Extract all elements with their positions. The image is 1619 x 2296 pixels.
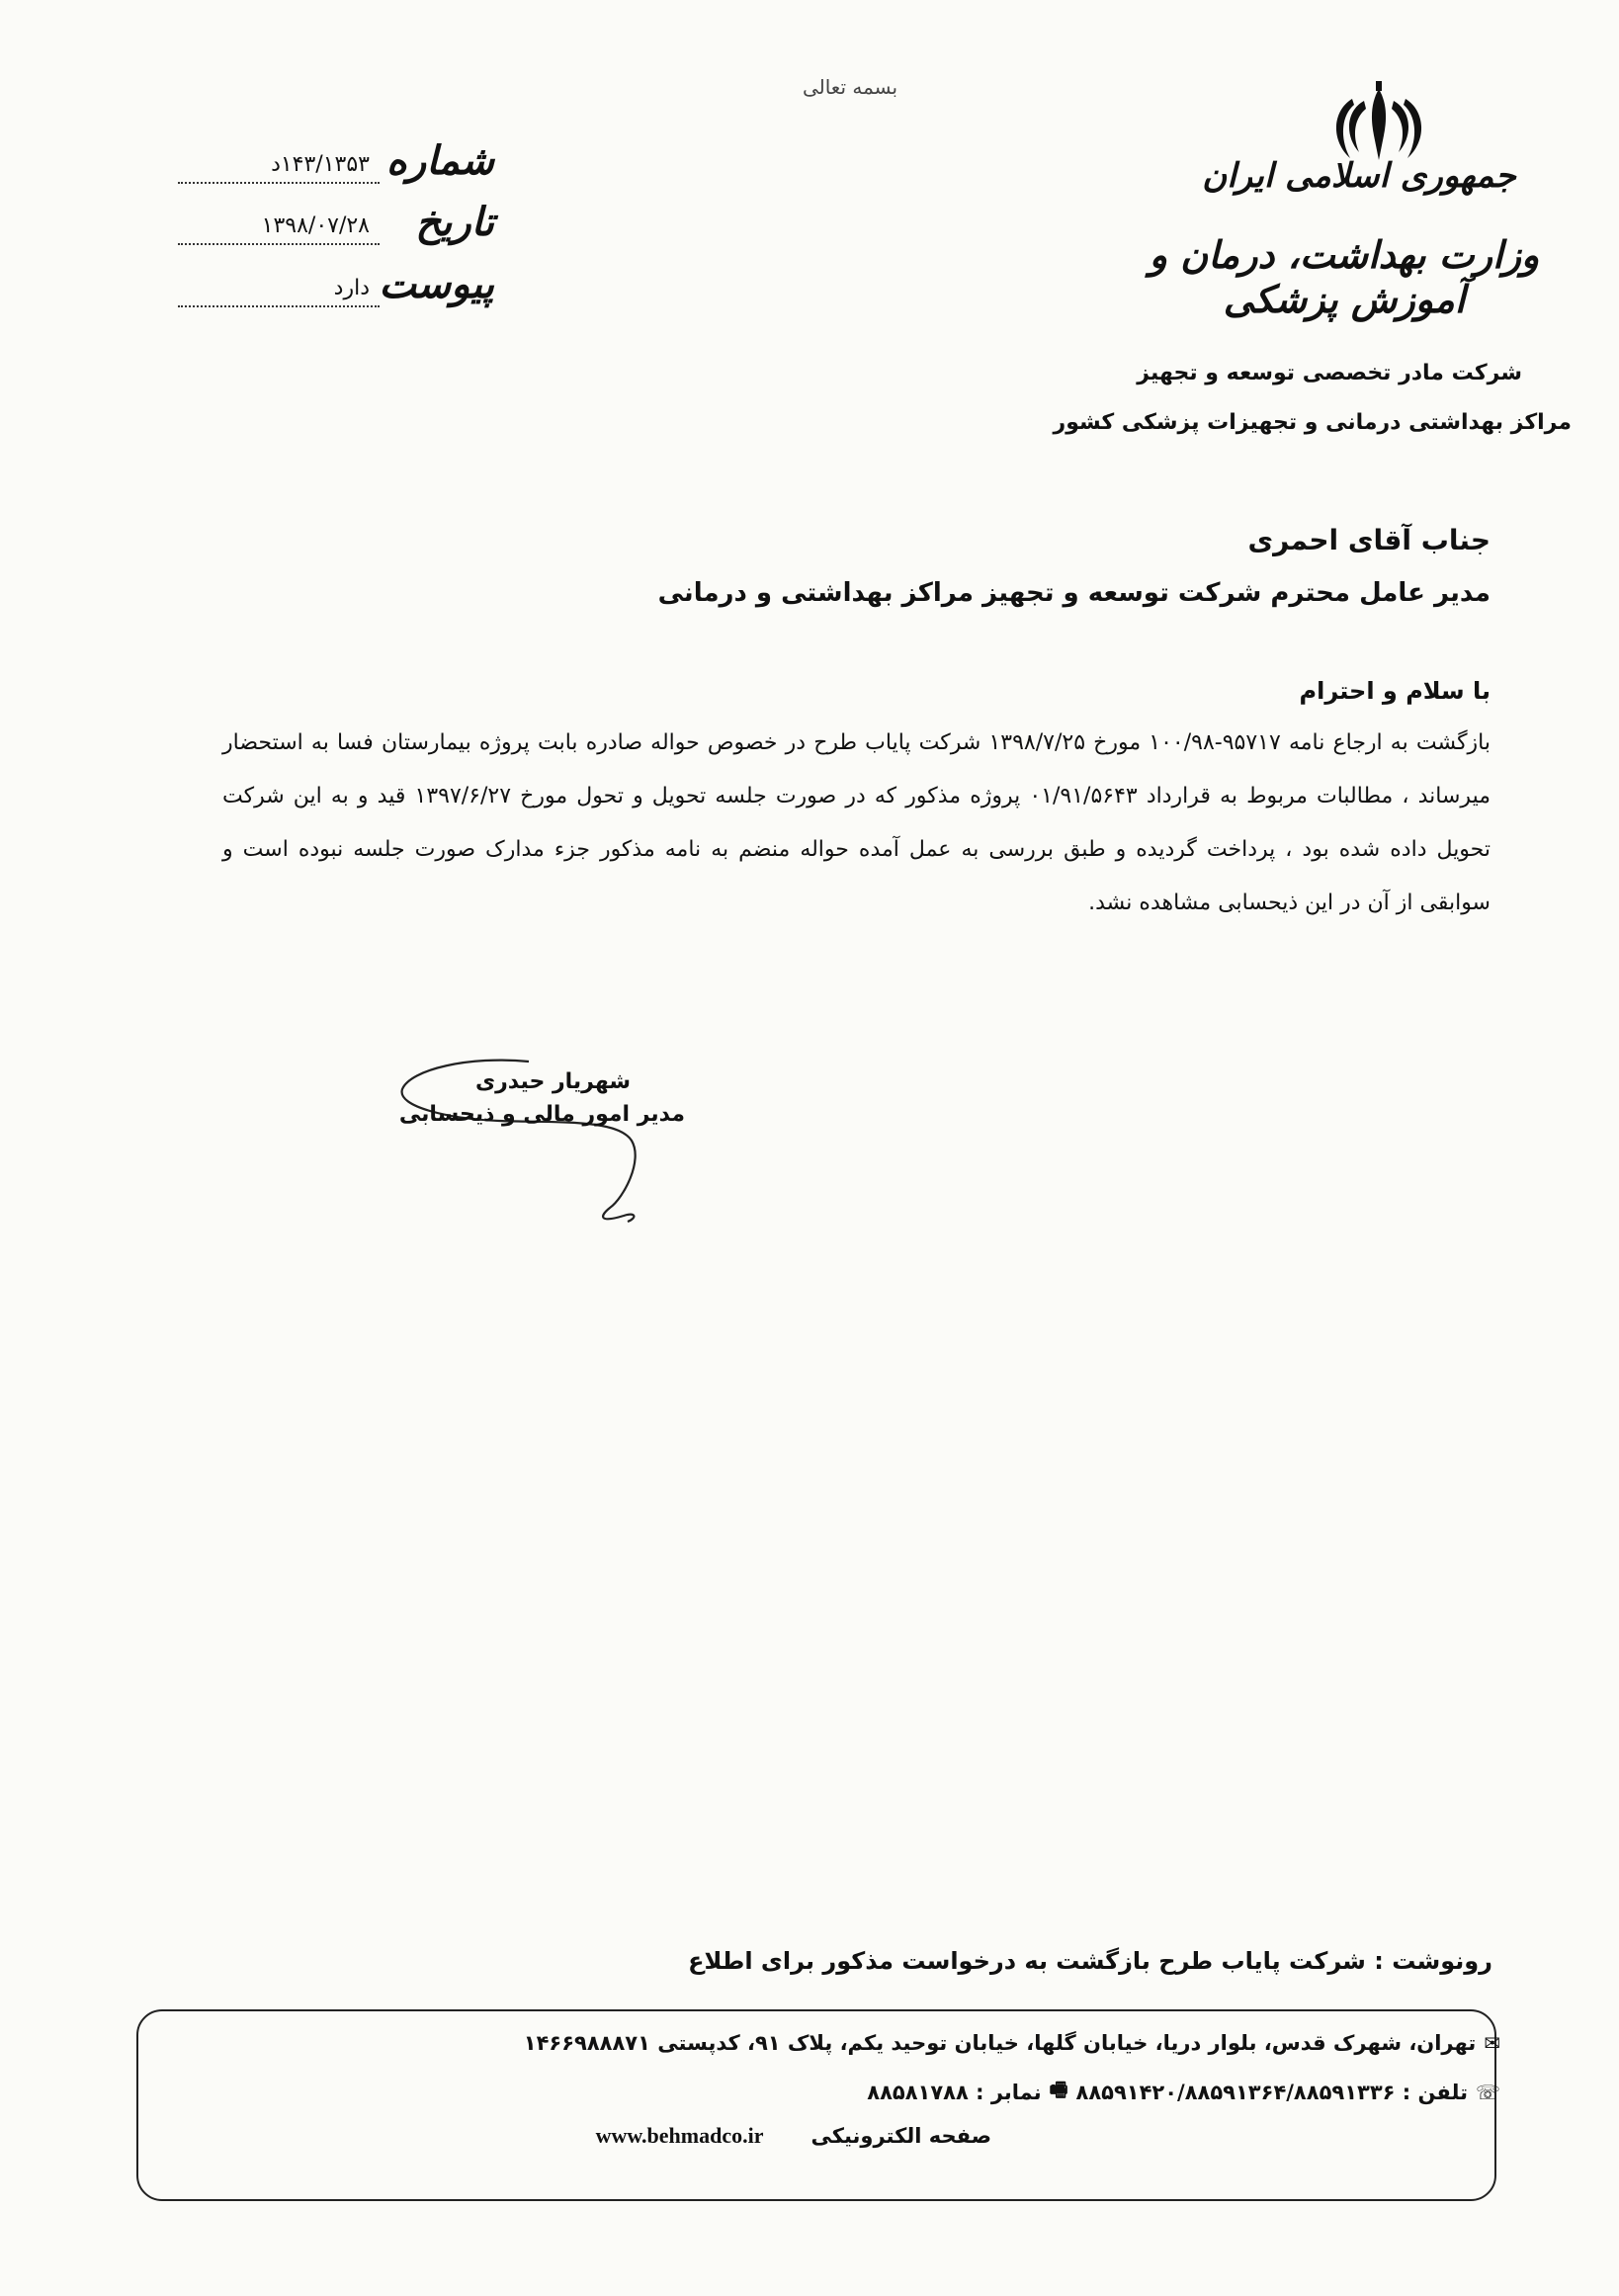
signatory-name: شهریار حیدری (474, 1069, 631, 1094)
date-value: ۱۳۹۸/۰۷/۲۸ (178, 213, 380, 245)
meta-attachment-row (178, 252, 494, 307)
letter-body: بازگشت به ارجاع نامه ۹۵۷۱۷-۱۰۰/۹۸ مورخ ۱۳۹۸/۷/۲۵ شرکت پایاب طرح در خصوص حواله صادره بابت پروژه بیمارستان فسا به استحضار میرساند ، مطالبات مربوط به قرارداد ۰۱/۹۱/۵۶۴۳ پروژه مذکور که در صورت جلسه تحویل و تحول مورخ ۱۳۹۷/۶/۲۷ قید و به این شرکت تحویل داده شده بود ، پرداخت گردیده و طبق بررسی به عمل آمده حواله منضم به نامه مذکور جزء مدارک صورت جلسه نبوده است و سوابقی از آن در این ذیحسابی مشاهده نشد. (222, 730, 1491, 915)
date-label: تاریخ (415, 199, 494, 245)
footer-web-label: صفحه الکترونیکی (810, 2124, 991, 2148)
footer-web-url[interactable]: www.behmadco.ir (595, 2123, 764, 2148)
company-line-1: شرکت مادر تخصصی توسعه و تجهیز (1137, 361, 1522, 385)
number-label: شماره (385, 137, 494, 184)
addressee-name: جناب آقای احمری (1247, 524, 1491, 556)
signatory-title: مدیر امور مالی و ذیحسابی (398, 1102, 685, 1127)
meta-number-row (178, 128, 494, 184)
ministry-line-2: وزارت بهداشت، درمان و آموزش پزشکی (1149, 232, 1540, 321)
footer-address: تهران، شهرک قدس، بلوار دریا، خیابان گلها، خیابان توحید یکم، پلاک ۹۱، کدپستی ۱۴۶۶۹۸۸۸۷۱ (523, 2031, 1477, 2055)
carbon-copy-note: رونوشت : شرکت پایاب طرح بازگشت به درخواست مذکور برای اطلاع (688, 1947, 1492, 1975)
phone-icon: ☏ (1475, 2081, 1500, 2104)
footer-phone-line (867, 2076, 1500, 2109)
footer-address-line (524, 2031, 1500, 2055)
bismillah: بسمه تعالی (802, 75, 898, 99)
footer-fax: نمابر : ۸۸۵۸۱۷۸۸ (867, 2081, 1042, 2104)
footer-web-line (596, 2123, 991, 2149)
ministry-line-1: جمهوری اسلامی ایران (1202, 156, 1516, 196)
addressee-title: مدیر عامل محترم شرکت توسعه و تجهیز مراکز بهداشتی و درمانی (657, 578, 1491, 608)
fax-icon: 🖷 (1049, 2078, 1068, 2101)
attachment-label: پیوست (379, 261, 494, 307)
greeting: با سلام و احترام (1299, 677, 1491, 705)
attachment-value: دارد (178, 276, 380, 307)
meta-date-row (178, 190, 494, 245)
envelope-icon: ✉ (1484, 2031, 1500, 2055)
company-line-2: مراکز بهداشتی درمانی و تجهیزات پزشکی کشور (1053, 410, 1572, 435)
footer-phone: تلفن : ۸۸۵۹۱۴۲۰/۸۸۵۹۱۳۶۴/۸۸۵۹۱۳۳۶ (1075, 2081, 1468, 2104)
number-value: ۱۴۳/۱۳۵۳د (178, 152, 380, 184)
